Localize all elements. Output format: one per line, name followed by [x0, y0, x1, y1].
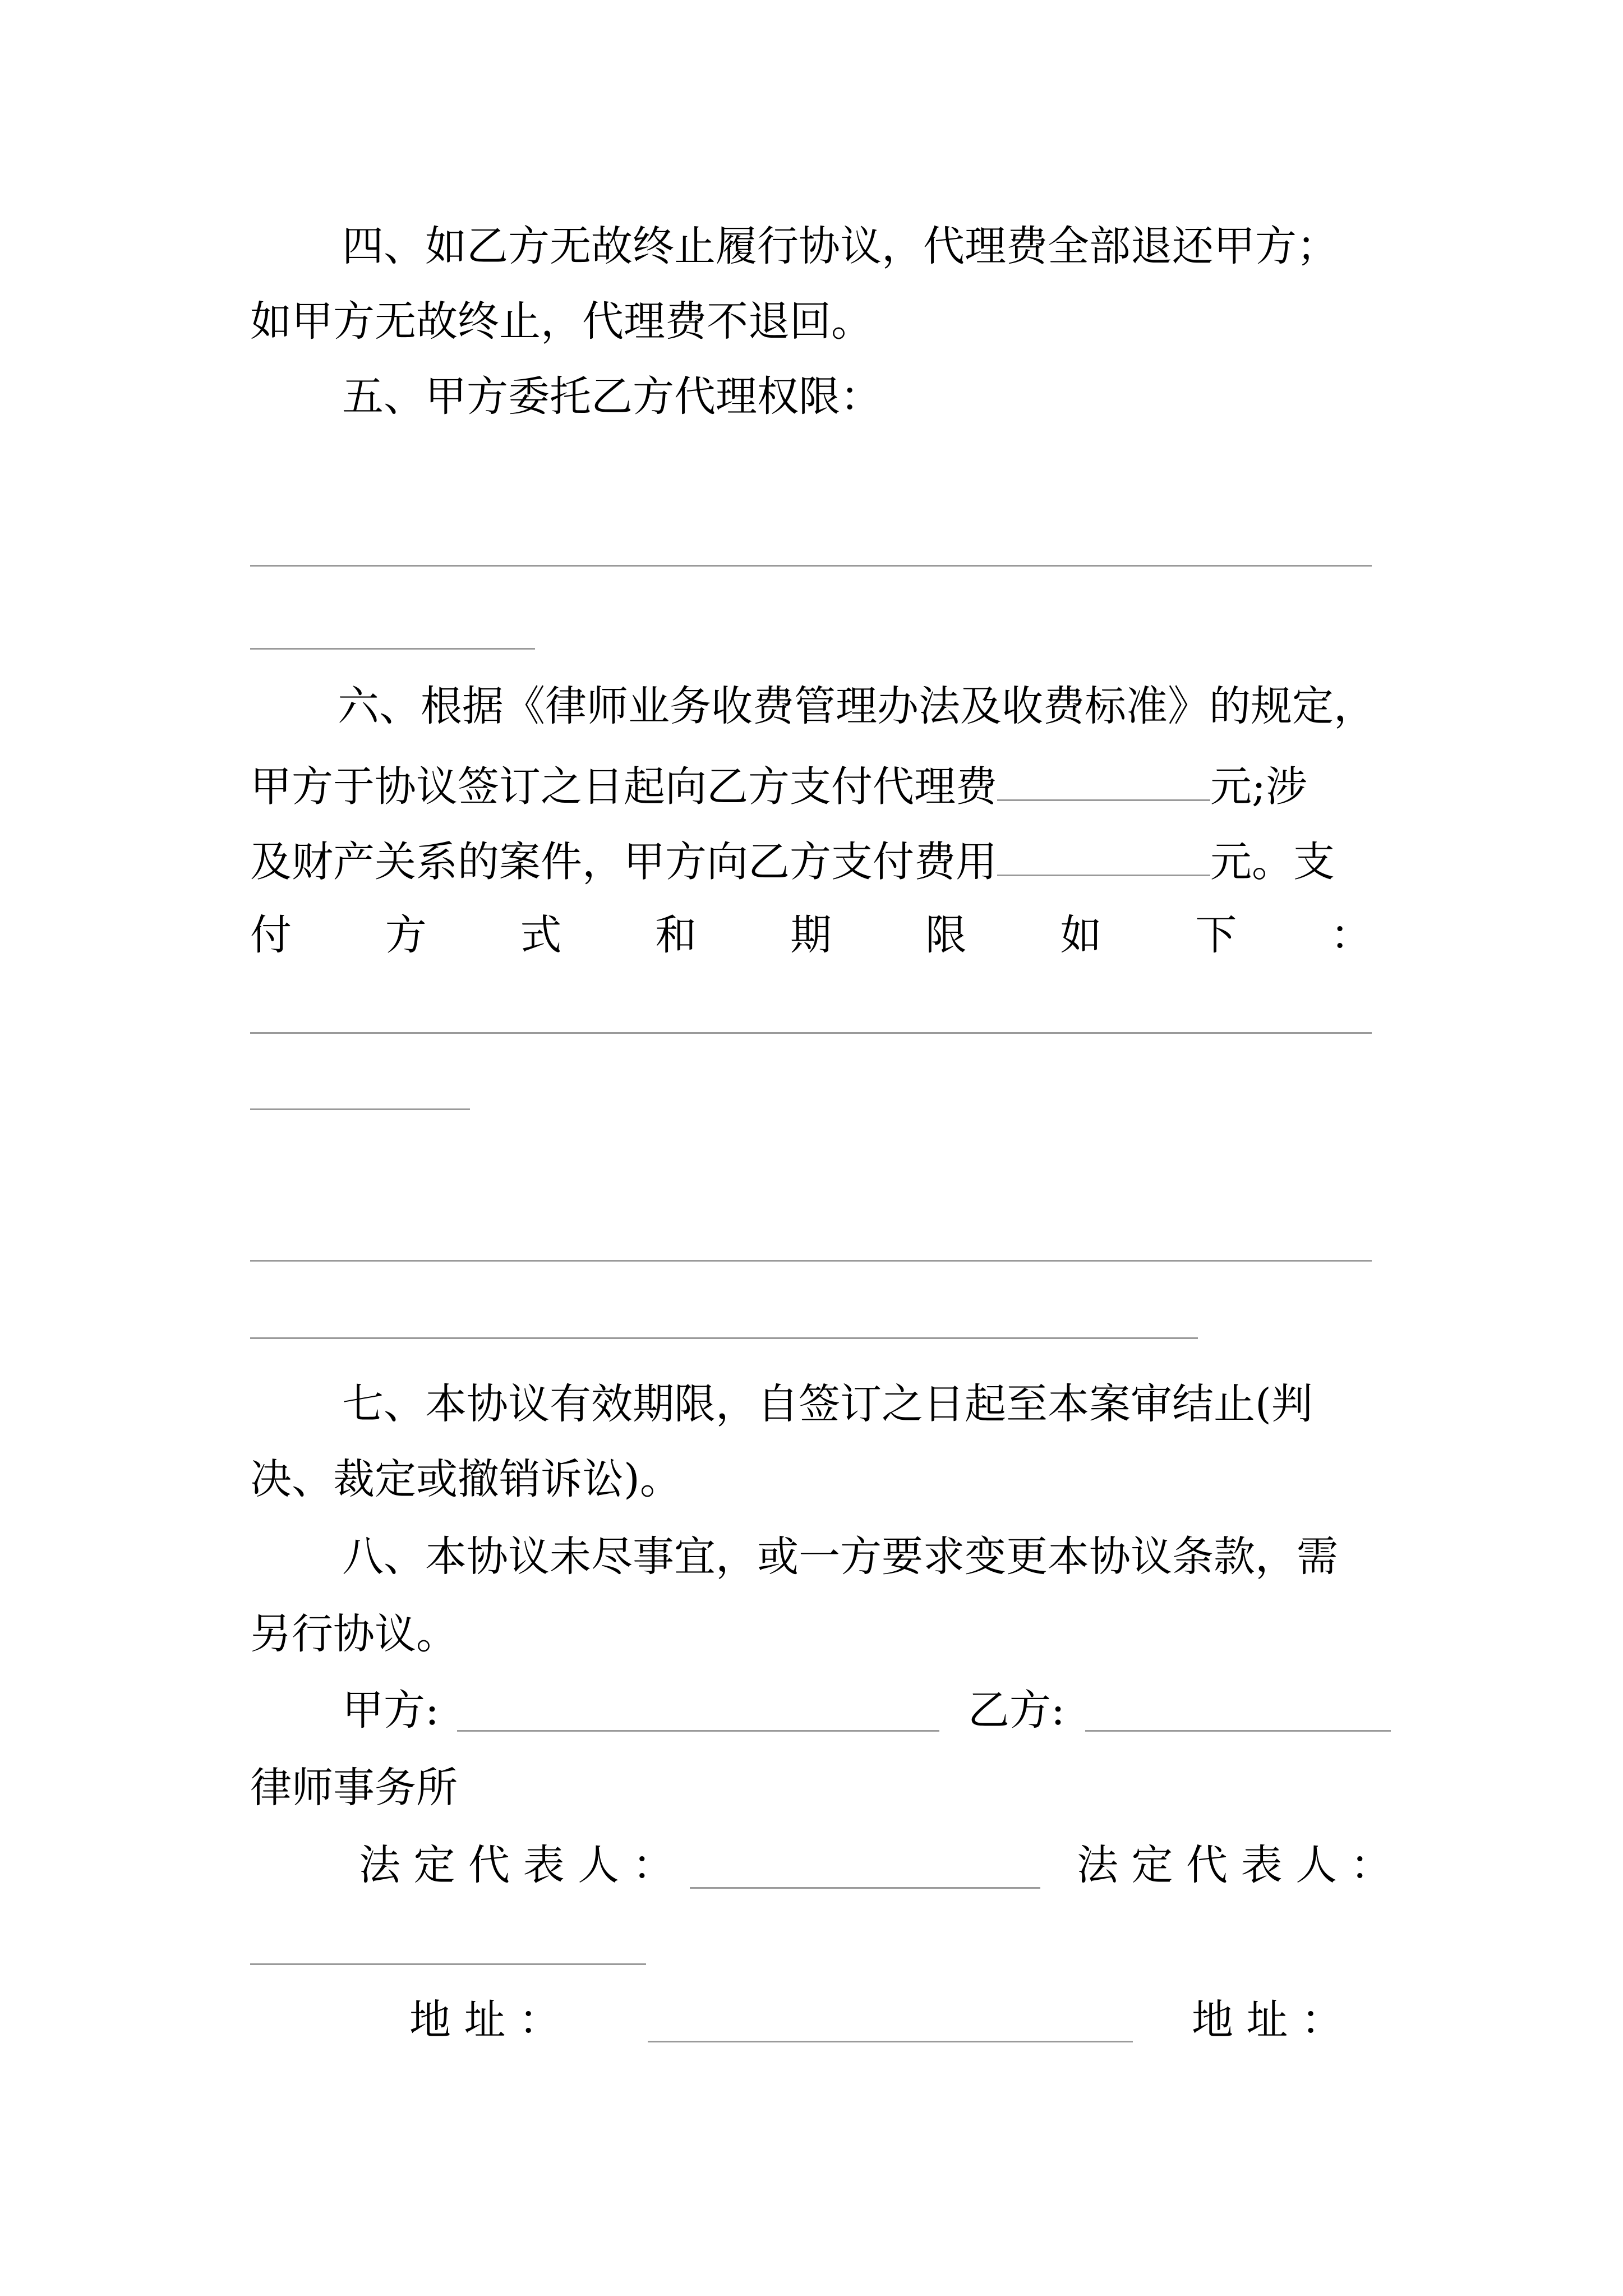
clause-6-char: 和: [655, 911, 697, 959]
party-b-legal-rep-line[interactable]: [250, 1963, 646, 1965]
clause-5-line-1: 五、甲方委托乙方代理权限：: [342, 372, 882, 421]
clause-6-line-3: [250, 837, 1335, 886]
agency-fee-blank[interactable]: [997, 762, 1210, 801]
clause-6-char: 方: [385, 911, 427, 959]
clause-6-char: 下: [1195, 911, 1237, 959]
party-b-label: 乙方:: [968, 1686, 1065, 1734]
clause-4-line-1: 四、如乙方无故终止履行协议，代理费全部退还甲方；: [342, 222, 1338, 270]
clause-8-line-1: 八、本协议未尽事宜，或一方要求变更本协议条款，需: [342, 1533, 1338, 1581]
party-a-legal-rep-line[interactable]: [690, 1887, 1040, 1889]
clause-6-line-2: [250, 762, 1307, 811]
party-a-address-label: 地 址 ：: [409, 1996, 561, 2044]
clause-6-line-1: 六、根据《律师业务收费管理办法及收费标准》的规定，: [338, 682, 1375, 730]
clause-4-line-2: 如甲方无故终止，代理费不退回。: [250, 297, 873, 346]
clause-6-text: 及财产关系的案件，甲方向乙方支付费用: [250, 838, 997, 886]
law-firm-label: 律师事务所: [250, 1764, 458, 1812]
clause-6-text: 甲方于协议签订之日起向乙方支付代理费: [250, 762, 997, 811]
clause-6-text: 元。支: [1210, 838, 1335, 886]
fill-in-line[interactable]: [250, 565, 1372, 567]
fill-in-line[interactable]: [250, 1260, 1372, 1262]
party-a-signature-line[interactable]: [457, 1730, 939, 1732]
fill-in-line[interactable]: [250, 648, 535, 650]
clause-6-line-4: [250, 911, 1372, 959]
party-a-legal-rep-label: 法 定 代 表 人 ：: [359, 1841, 674, 1889]
fill-in-line[interactable]: [250, 1337, 1198, 1339]
clause-6-char: ：: [1330, 911, 1372, 959]
party-a-address-line[interactable]: [648, 2041, 1133, 2042]
party-a-label: 甲方:: [342, 1686, 439, 1734]
party-b-address-label: 地 址 ：: [1192, 1996, 1343, 2044]
clause-6-text: 元;涉: [1210, 762, 1307, 811]
clause-6-char: 期: [790, 911, 832, 959]
party-b-legal-rep-label: 法 定 代 表 人 ：: [1077, 1841, 1392, 1889]
clause-6-char: 付: [250, 911, 292, 959]
clause-6-char: 式: [520, 911, 562, 959]
clause-6-char: 限: [925, 911, 967, 959]
fill-in-line[interactable]: [250, 1032, 1372, 1034]
clause-8-line-2: 另行协议。: [250, 1610, 458, 1658]
property-fee-blank[interactable]: [997, 837, 1210, 876]
fill-in-line[interactable]: [250, 1108, 470, 1110]
clause-7-line-1: 七、本协议有效期限，自签订之日起至本案审结止(判: [342, 1380, 1313, 1428]
party-b-signature-line[interactable]: [1085, 1730, 1391, 1732]
clause-6-char: 如: [1060, 911, 1102, 959]
clause-7-line-2: 决、裁定或撤销诉讼)。: [250, 1455, 681, 1503]
